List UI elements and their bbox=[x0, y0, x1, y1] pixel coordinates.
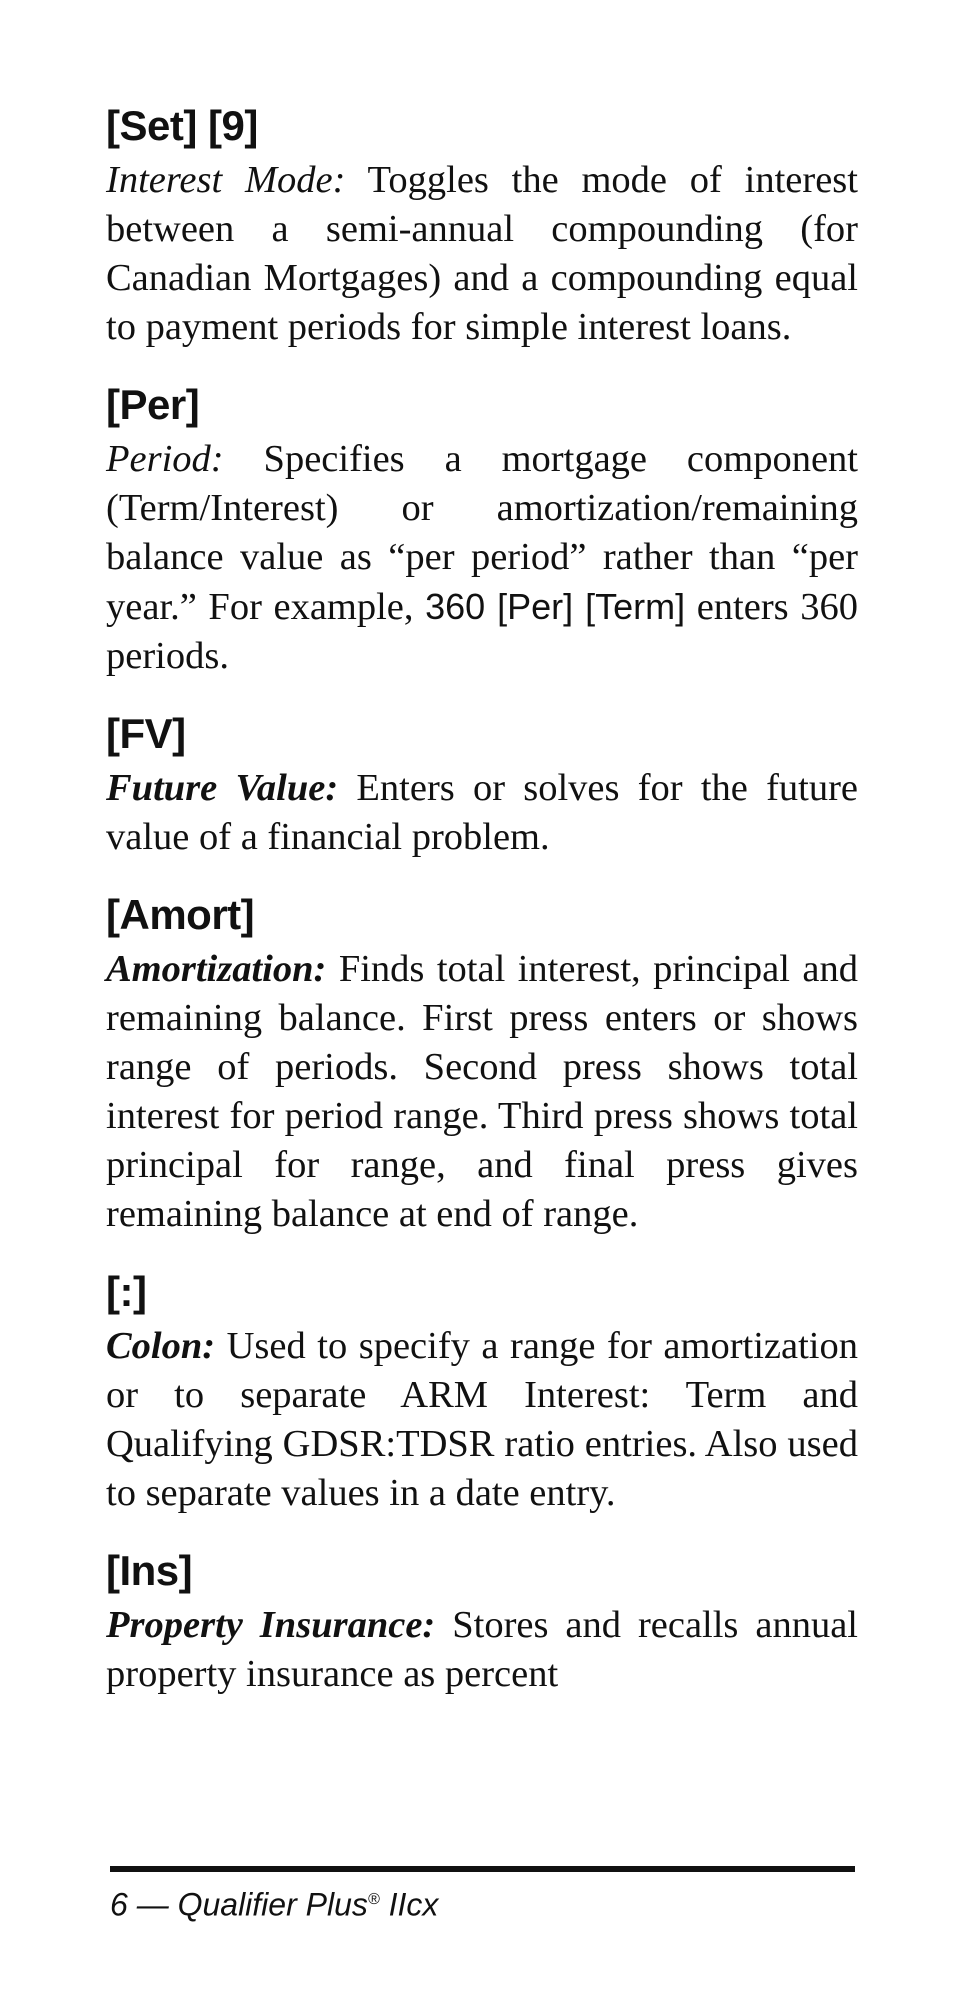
entry-ins bbox=[106, 1545, 858, 1699]
entry-description bbox=[106, 435, 858, 681]
key-heading: [Per] bbox=[106, 381, 200, 428]
description-text: Enters or solves for the future value of a financial problem. bbox=[106, 767, 858, 858]
term-label: Amortization: bbox=[106, 948, 327, 990]
key-heading: [Set] [9] bbox=[106, 102, 258, 149]
description-text: Finds total interest, principal and remaining balance. First press enters or shows range of periods. Second press shows total interest for period range. Third press shows total principal for range, and final press gives remaining balance at end of range. bbox=[106, 948, 858, 1235]
entry-fv bbox=[106, 708, 858, 862]
entry-description bbox=[106, 764, 858, 862]
entry-description bbox=[106, 1601, 858, 1699]
key-heading: [Ins] bbox=[106, 1547, 193, 1594]
entry-description bbox=[106, 945, 858, 1239]
description-text: Toggles the mode of interest between a semi-annual compounding (for Canadian Mortgages) and a compounding equal to payment periods for simple interest loans. bbox=[106, 159, 858, 348]
key-heading: [Amort] bbox=[106, 891, 255, 938]
term-label: Future Value: bbox=[106, 767, 339, 809]
term-label: Colon: bbox=[106, 1325, 216, 1367]
entry-colon bbox=[106, 1266, 858, 1518]
manual-page bbox=[106, 100, 858, 1726]
key-sequence-example: 360 [Per] [Term] bbox=[425, 586, 686, 627]
description-text: Used to specify a range for amortization or to separate ARM Interest: Term and Qualifying GDSR:TDSR ratio entries. Also used to separate values in a date entry. bbox=[106, 1325, 858, 1514]
entry-per bbox=[106, 379, 858, 681]
entry-description bbox=[106, 1322, 858, 1518]
entry-set-9 bbox=[106, 100, 858, 352]
entry-amort bbox=[106, 889, 858, 1239]
page-footer bbox=[110, 1880, 438, 1925]
footer-rule bbox=[110, 1866, 855, 1872]
term-label: Period: bbox=[106, 438, 224, 480]
term-label: Property Insurance: bbox=[106, 1604, 436, 1646]
term-label: Interest Mode: bbox=[106, 159, 346, 201]
description-text-after: enters 360 periods. bbox=[106, 586, 858, 677]
description-text: Stores and recalls annual property insurance as percent bbox=[106, 1604, 858, 1695]
footer-model: IIcx bbox=[379, 1886, 439, 1923]
footer-text: 6 — Qualifier Plus bbox=[110, 1886, 368, 1923]
description-text: Specifies a mortgage component (Term/Interest) or amortization/remaining balance value as “per period” rather than “per year.” For example, bbox=[106, 438, 858, 628]
key-heading: [FV] bbox=[106, 710, 186, 757]
entry-description bbox=[106, 156, 858, 352]
registered-mark: ® bbox=[367, 1891, 380, 1908]
key-heading: [:] bbox=[106, 1268, 147, 1315]
